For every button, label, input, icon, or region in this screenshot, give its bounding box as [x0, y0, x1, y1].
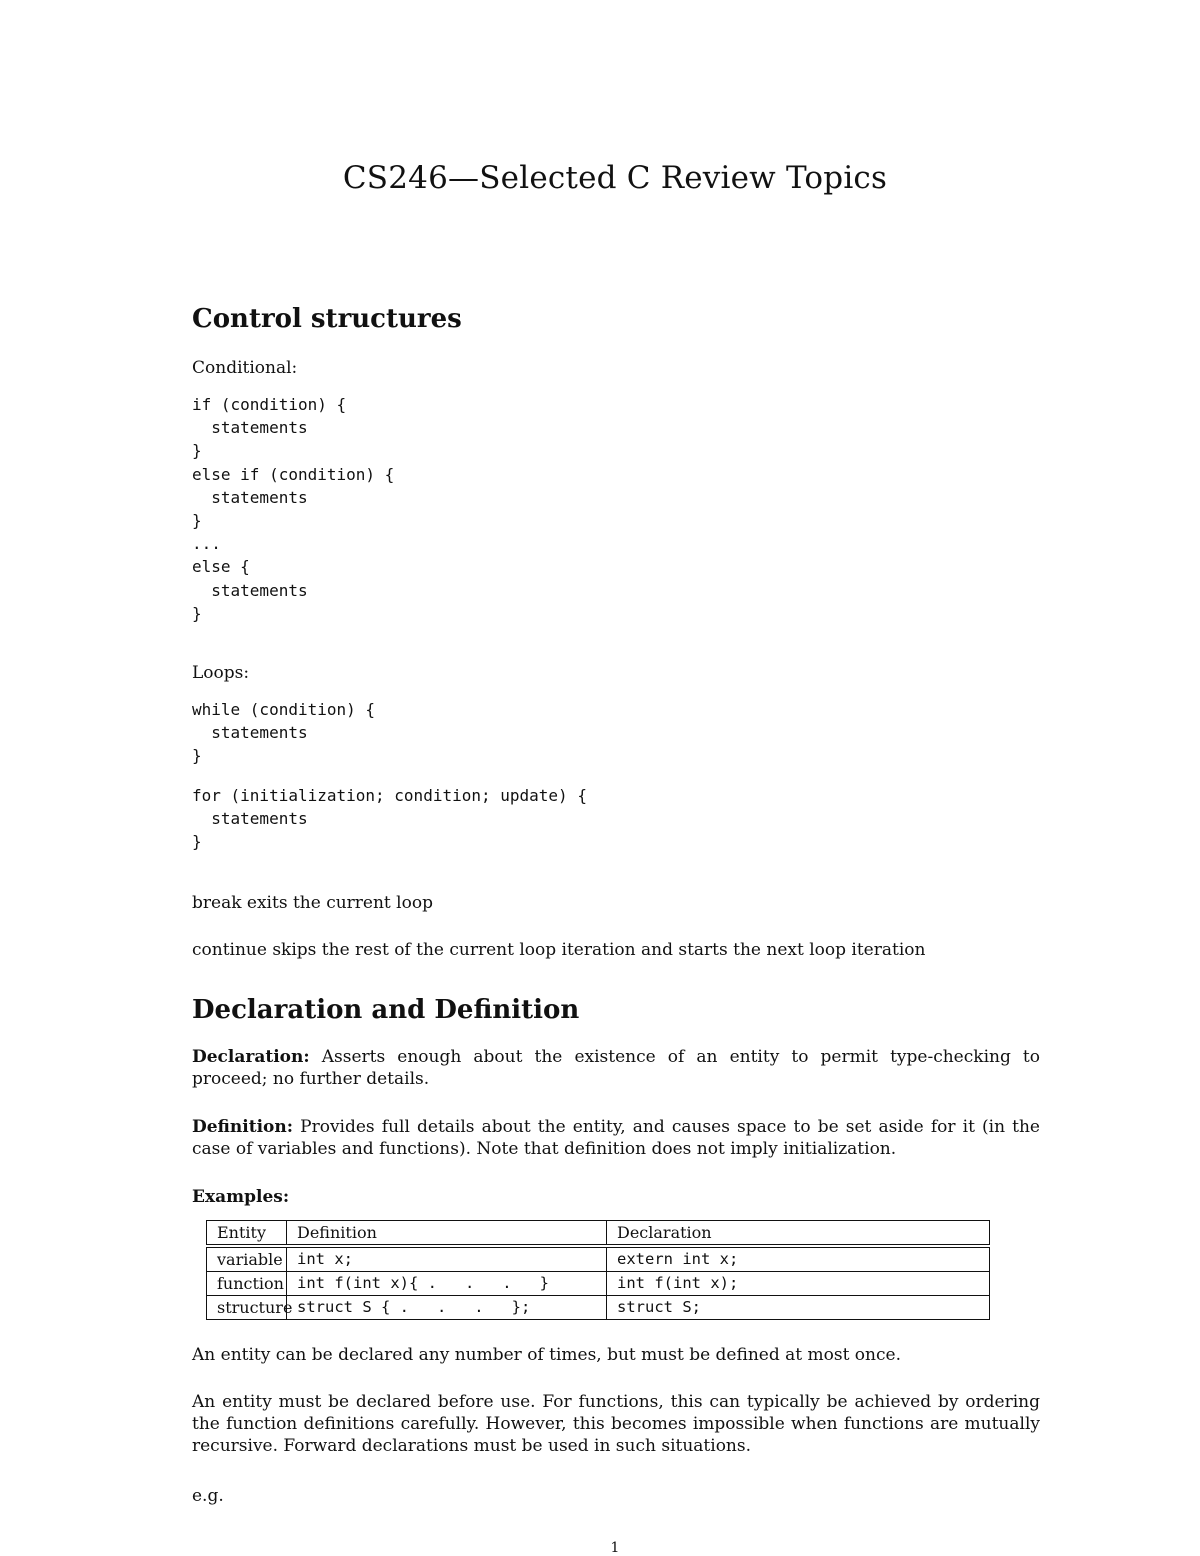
definition-term: Definition: [192, 1117, 294, 1137]
conditional-label: Conditional: [192, 358, 298, 378]
examples-label: Examples: [192, 1187, 290, 1207]
defined-once-paragraph: An entity can be declared any number of times, but must be defined at most once. [192, 1345, 901, 1365]
declaration-text: Asserts enough about the existence of an entity to permit type-checking to proceed; no further details. [192, 1047, 1040, 1089]
table-cell: variable [207, 1246, 287, 1272]
declaration-paragraph [192, 1046, 1040, 1090]
break-description: break exits the current loop [192, 893, 433, 913]
page-title: CS246—Selected C Review Topics [342, 160, 888, 196]
declare-before-use-paragraph: An entity must be declared before use. For functions, this can typically be achieved by ordering the function definitions carefully. However, this becomes impossible when functions are mutually recursive. Forward declarations must be used in such situations. [192, 1392, 1040, 1456]
table-cell: extern int x; [607, 1246, 990, 1272]
table-cell: structure [207, 1296, 287, 1320]
table-cell: struct S; [607, 1296, 990, 1320]
table-header-cell: Entity [207, 1221, 287, 1247]
loops-label: Loops: [192, 663, 250, 683]
continue-description: continue skips the rest of the current loop iteration and starts the next loop iteration [192, 940, 926, 960]
table-row [207, 1272, 990, 1296]
examples-table [206, 1220, 990, 1320]
section-heading-declaration-definition: Declaration and Definition [192, 995, 580, 1025]
table-header-cell: Definition [287, 1221, 607, 1247]
table-cell: int x; [287, 1246, 607, 1272]
for-code-block: for (initialization; condition; update) { statements } [192, 786, 587, 852]
table-row [207, 1296, 990, 1320]
table-row [207, 1246, 990, 1272]
page-number: 1 [610, 1540, 620, 1556]
table-header-cell: Declaration [607, 1221, 990, 1247]
table-cell: function [207, 1272, 287, 1296]
eg-label: e.g. [192, 1486, 224, 1506]
section-heading-control-structures: Control structures [192, 304, 462, 334]
conditional-code-block: if (condition) { statements } else if (condition) { statements } ... else { statements } [192, 395, 395, 623]
table-cell: struct S { . . . }; [287, 1296, 607, 1320]
table-cell: int f(int x){ . . . } [287, 1272, 607, 1296]
declaration-term: Declaration: [192, 1047, 310, 1067]
while-code-block: while (condition) { statements } [192, 700, 376, 766]
definition-paragraph [192, 1116, 1040, 1160]
definition-text: Provides full details about the entity, and causes space to be set aside for it (in the case of variables and functions). Note that definition does not imply initialization. [192, 1117, 1040, 1159]
table-cell: int f(int x); [607, 1272, 990, 1296]
table-header-row [207, 1221, 990, 1247]
